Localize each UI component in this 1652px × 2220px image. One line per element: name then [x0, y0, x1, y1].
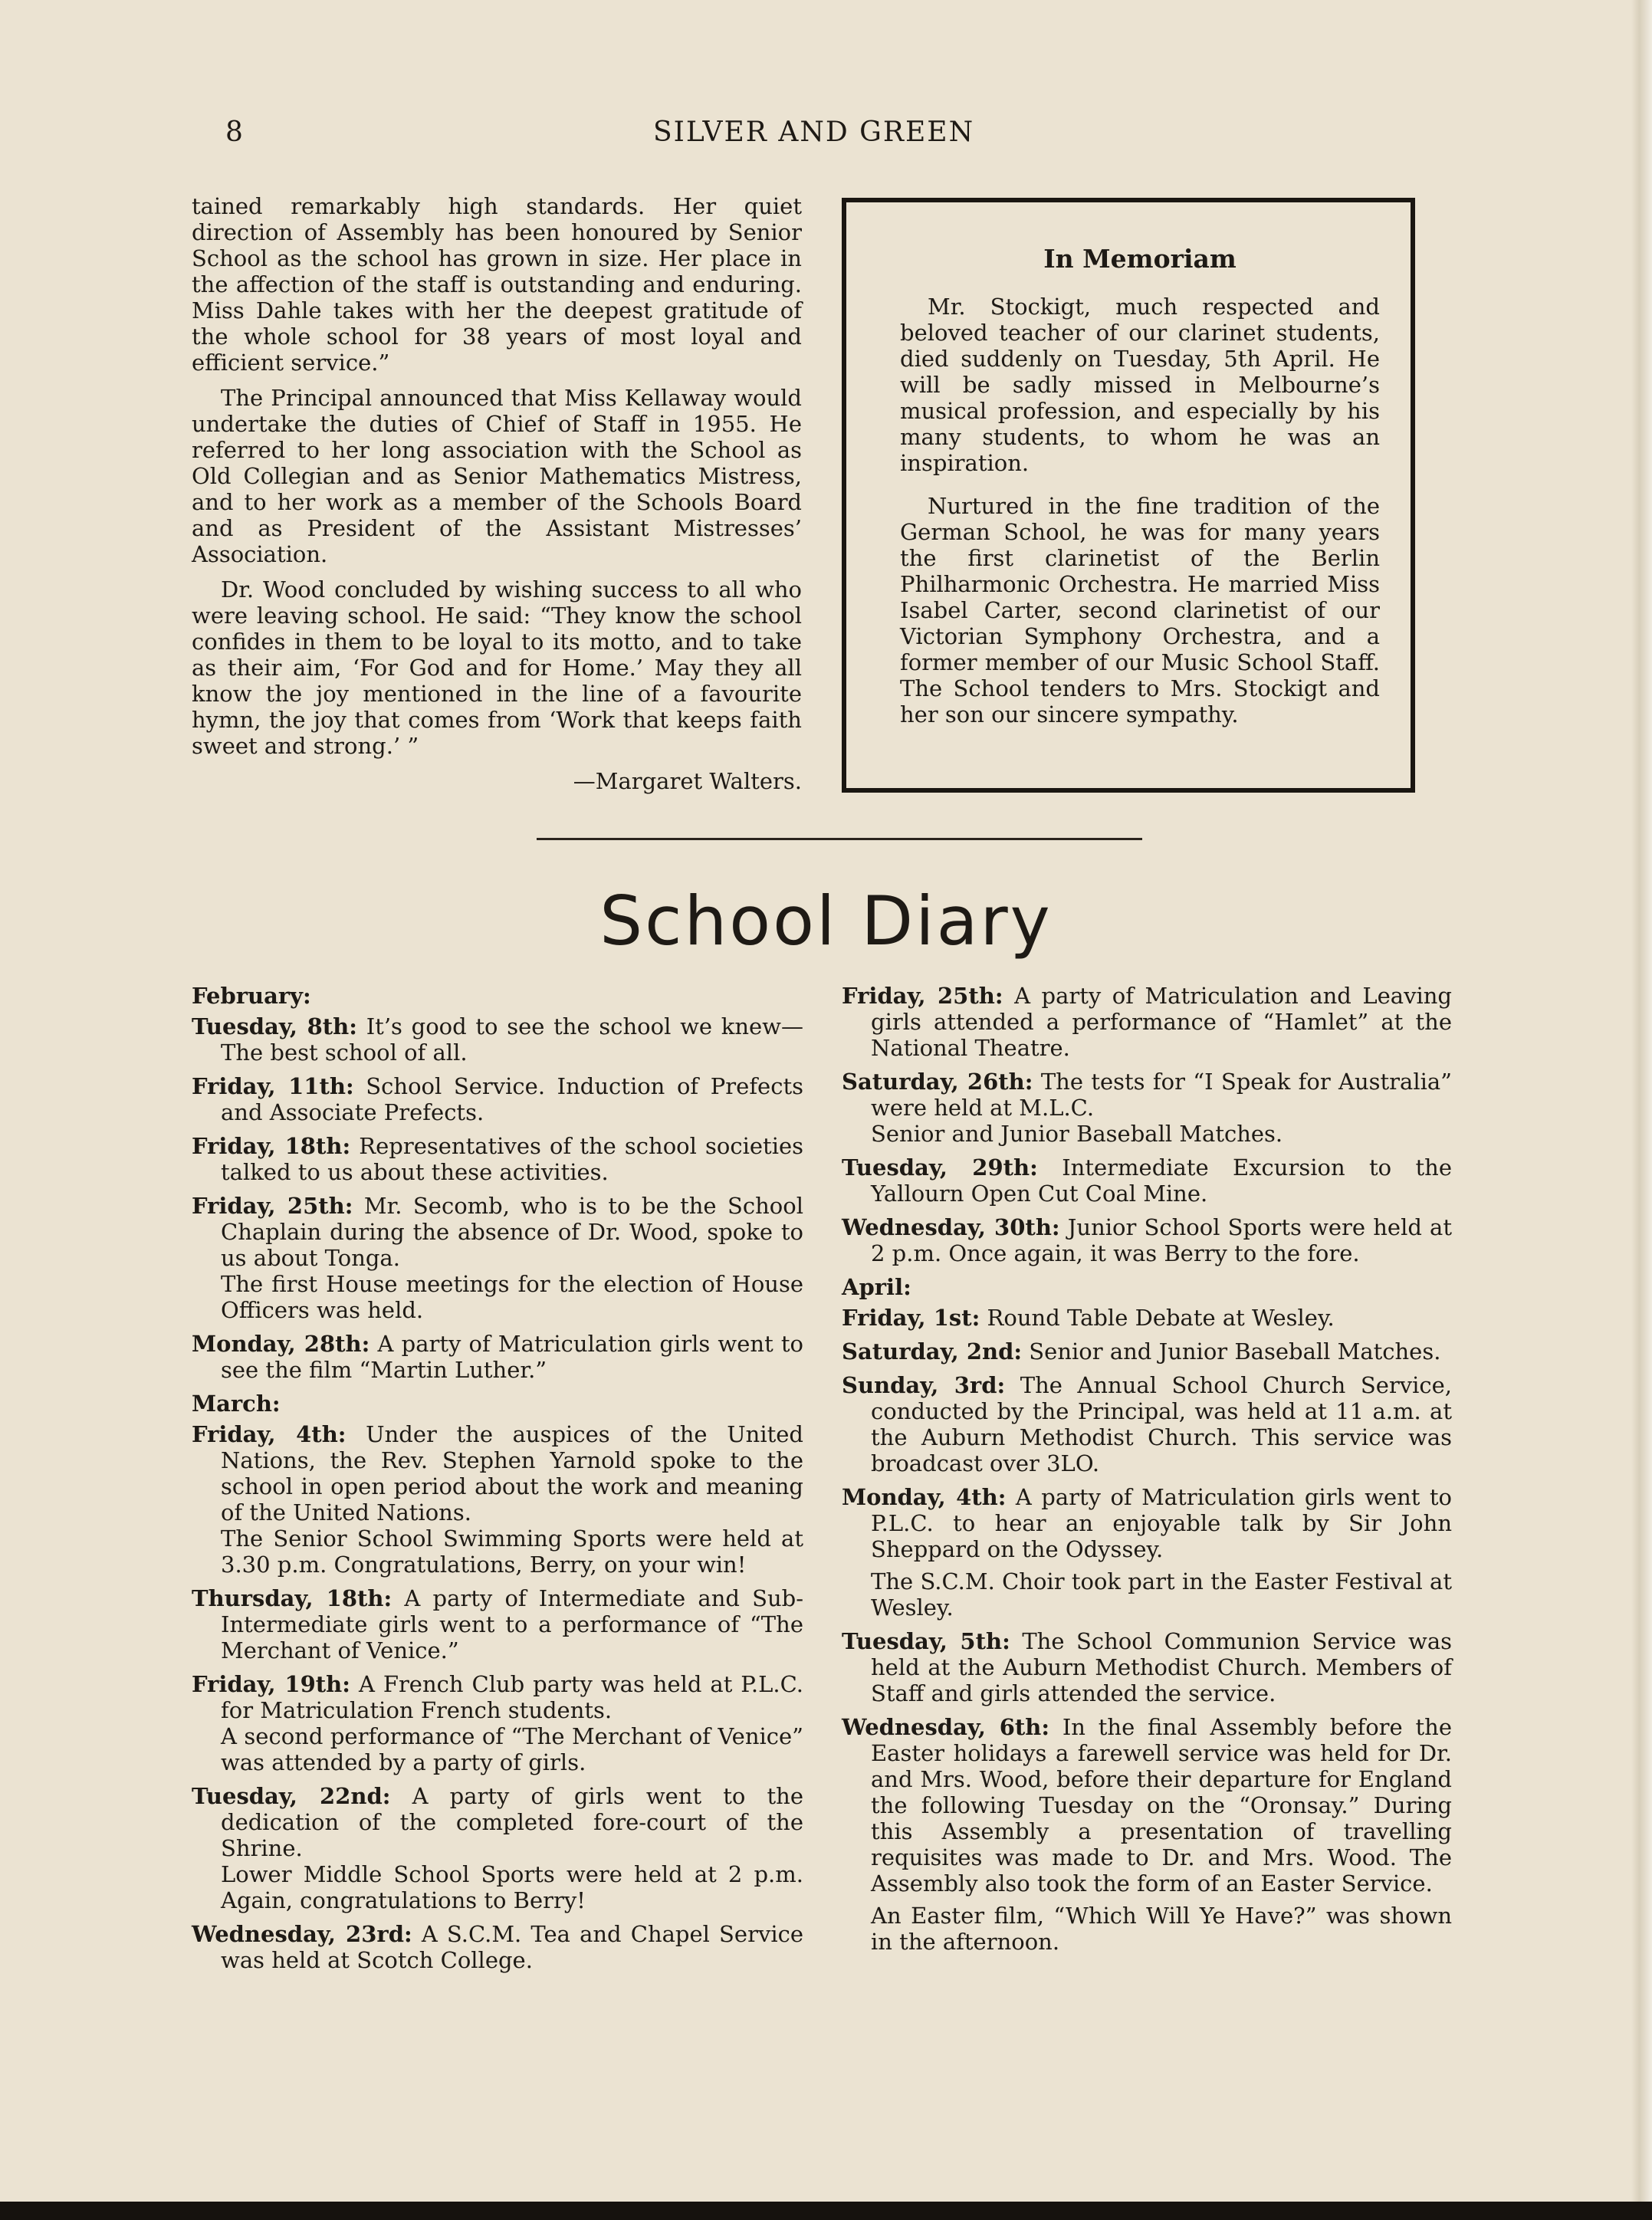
diary-entry: Monday, 28th: A party of Matriculation girls went to see the film “Martin Luther.” — [192, 1331, 804, 1383]
month-heading: February: — [192, 983, 311, 1009]
article-paragraph: The Principal announced that Miss Kellaway would undertake the duties of Chief of Staff in 1955. He referred to her long association with the School as Old Collegian and as Senior Mathematics Mistress, and to her work as a member of the Schools Board and as President of the Assistant Mistresses’ Association. — [192, 385, 802, 567]
running-title: SILVER AND GREEN — [653, 117, 975, 148]
month-heading: April: — [842, 1274, 911, 1300]
page-number: 8 — [225, 117, 245, 148]
diary-entry: Wednesday, 30th: Junior School Sports were held at 2 p.m. Once again, it was Berry to the fore. — [842, 1214, 1452, 1266]
memoriam-paragraph: Nurtured in the fine tradition of the German School, he was for many years the first clarinetist of the Berlin Philharmonic Orchestra. He married Miss Isabel Carter, second clarinetist of our Victorian Symphony Orchestra, and a former member of our Music School Staff. The School tenders to Mrs. Stockigt and her son our sincere sympathy. — [900, 493, 1380, 727]
diary-entry: Monday, 4th: A party of Matriculation girls went to P.L.C. to hear an enjoyable talk by Sir John Sheppard on the Odyssey. The S.C.M. Choir took part in the Easter Festival at Wesley. — [842, 1484, 1453, 1621]
diary-entry: Friday, 11th: School Service. Induction of Prefects and Associate Prefects. — [192, 1073, 803, 1125]
diary-entry: Saturday, 2nd: Senior and Junior Baseball Matches. — [842, 1338, 1441, 1365]
memoriam-paragraph: Mr. Stockigt, much respected and beloved teacher of our clarinet students, died suddenly on Tuesday, 5th April. He will be sadly missed in Melbourne’s musical profession, and especially by his many students, to whom he was an inspiration. — [900, 294, 1380, 476]
article-continuation — [192, 193, 802, 794]
diary-entry: Friday, 1st: Round Table Debate at Wesley. — [842, 1305, 1335, 1331]
diary-right-column — [842, 983, 1452, 1955]
diary-entry: Wednesday, 23rd: A S.C.M. Tea and Chapel Service was held at Scotch College. — [192, 1921, 804, 1973]
article-signature: —Margaret Walters. — [573, 768, 802, 794]
memoriam-title: In Memoriam — [1043, 244, 1237, 274]
diary-entry: Tuesday, 22nd: A party of girls went to the dedication of the completed fore-court of the Shrine. Lower Middle School Sports were held at 2 p.m. Again, congratulations to Berry! — [192, 1783, 803, 1913]
in-memoriam-box — [842, 198, 1415, 793]
diary-entry: Friday, 19th: A French Club party was held at P.L.C. for Matriculation French students. A second performance of “The Merchant of Venice” was attended by a party of girls. — [192, 1671, 803, 1775]
diary-entry: Tuesday, 29th: Intermediate Excursion to the Yallourn Open Cut Coal Mine. — [842, 1154, 1452, 1207]
section-divider — [537, 838, 1142, 840]
diary-title: School Diary — [599, 882, 1053, 961]
diary-entry: Friday, 25th: Mr. Secomb, who is to be the School Chaplain during the absence of Dr. Wood, spoke to us about Tonga. The first House meetings for the election of House Officers was held. — [192, 1193, 803, 1323]
article-paragraph: tained remarkably high standards. Her quiet direction of Assembly has been honoured by Senior School as the school has grown in size. Her place in the affection of the staff is outstanding and enduring. Miss Dahle takes with her the deepest gratitude of the whole school for 38 years of most loyal and efficient service.” — [192, 193, 802, 376]
diary-entry: Saturday, 26th: The tests for “I Speak for Australia” were held at M.L.C. Senior and Junior Baseball Matches. — [842, 1069, 1452, 1147]
scan-edge — [1631, 0, 1652, 2220]
diary-entry: Thursday, 18th: A party of Intermediate and Sub-Intermediate girls went to a performance of “The Merchant of Venice.” — [192, 1585, 804, 1663]
scan-bottom-border — [0, 2202, 1652, 2220]
diary-left-column — [192, 983, 803, 1973]
diary-entry: Friday, 25th: A party of Matriculation and Leaving girls attended a performance of “Hamlet” at the National Theatre. — [842, 983, 1452, 1061]
month-heading: March: — [192, 1391, 281, 1417]
page-header — [0, 117, 1652, 155]
diary-entry: Sunday, 3rd: The Annual School Church Service, conducted by the Principal, was held at 11 a.m. at the Auburn Methodist Church. This service was broadcast over 3LO. — [842, 1372, 1453, 1476]
diary-entry: Wednesday, 6th: In the final Assembly before the Easter holidays a farewell service was held for Dr. and Mrs. Wood, before their departure for England the following Tuesday on the “Oronsay.” During this Assembly a presentation of travelling requisites was made to Dr. and Mrs. Wood. The Assembly also took the form of an Easter Service. An Easter film, “Which Will Ye Have?” was shown in the afternoon. — [842, 1714, 1452, 1955]
diary-entry: Friday, 4th: Under the auspices of the United Nations, the Rev. Stephen Yarnold spoke to the school in open period about the work and meaning of the United Nations. The Senior School Swimming Sports were held at 3.30 p.m. Congratulations, Berry, on your win! — [192, 1421, 804, 1578]
diary-entry: Tuesday, 8th: It’s good to see the school we knew— The best school of all. — [192, 1013, 804, 1066]
article-paragraph: Dr. Wood concluded by wishing success to all who were leaving school. He said: “They know the school confides in them to be loyal to its motto, and to take as their aim, ‘For God and for Home.’ May they all know the joy mentioned in the line of a favourite hymn, the joy that comes from ‘Work that keeps faith sweet and strong.’ ” — [192, 576, 802, 759]
diary-entry: Tuesday, 5th: The School Communion Service was held at the Auburn Methodist Church. Members of Staff and girls attended the service. — [842, 1628, 1452, 1706]
diary-entry: Friday, 18th: Representatives of the school societies talked to us about these activities. — [192, 1133, 804, 1185]
